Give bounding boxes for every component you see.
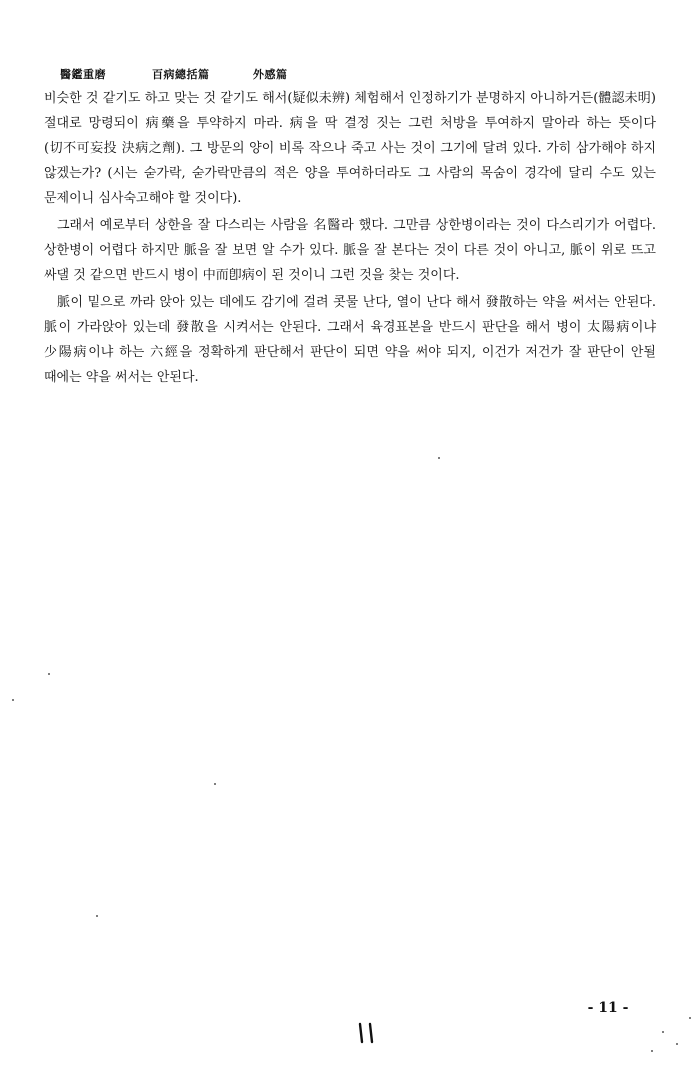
scan-speck [214, 783, 216, 785]
handwritten-page-mark-icon [352, 1020, 382, 1046]
scan-speck [651, 1050, 653, 1052]
paragraph-3: 脈이 밑으로 까라 앉아 있는 데에도 감기에 걸려 콧물 난다, 열이 난다 해서 發散하는 약을 써서는 안된다. 脈이 가라앉아 있는데 發散을 시켜서는 안된다. 그래서 육경표본을 반드시 판단을 해서 병이 太陽病이냐 少陽病이냐 하는 六經을 정확하게 판단해서 판단이 되면 약을 써야 되지, 이건가 저건가 잘 판단이 안될 때에는 약을 써서는 안된다. [44, 295, 656, 385]
paragraph-1: 비슷한 것 같기도 하고 맞는 것 같기도 해서(疑似未辨) 체험해서 인정하기가 분명하지 아니하거든(體認未明) 절대로 망령되이 病藥을 투약하지 마라. 病을 딱 결정 짓는 그런 처방을 투여하지 말아라 하는 뜻이다(切不可妄投 決病之劑). 그 방문의 양이 비록 작으나 죽고 사는 것이 그기에 달려 있다. 가히 삼가해야 하지 않겠는가? (시는 숟가락, 숟가락만큼의 적은 양을 투여하더라도 그 사람의 목숨이 경각에 달리 수도 있는 문제이니 심사숙고해야 할 것이다). [44, 91, 656, 206]
body-text [44, 86, 656, 392]
header-section-title: 百病總括篇 [152, 68, 210, 81]
scan-speck [96, 915, 98, 917]
scan-speck [662, 1031, 664, 1033]
scan-speck [12, 699, 14, 701]
scan-speck [438, 457, 440, 459]
header-book-title: 醫鑑重磨 [60, 68, 106, 81]
scan-speck [676, 1043, 678, 1045]
paragraph-2: 그래서 예로부터 상한을 잘 다스리는 사람을 名醫라 했다. 그만큼 상한병이라는 것이 다스리기가 어렵다. 상한병이 어렵다 하지만 脈을 잘 보면 알 수가 있다. 脈을 잘 본다는 것이 다른 것이 아니고, 脈이 위로 뜨고 싸댈 것 같으면 반드시 병이 中而卽病이 된 것이니 그런 것을 찾는 것이다. [44, 218, 656, 283]
page-number: - 11 - [587, 1000, 629, 1016]
scan-speck [48, 673, 50, 675]
scan-speck [689, 1017, 691, 1019]
running-header [60, 66, 660, 82]
header-chapter-title: 外感篇 [253, 68, 288, 81]
